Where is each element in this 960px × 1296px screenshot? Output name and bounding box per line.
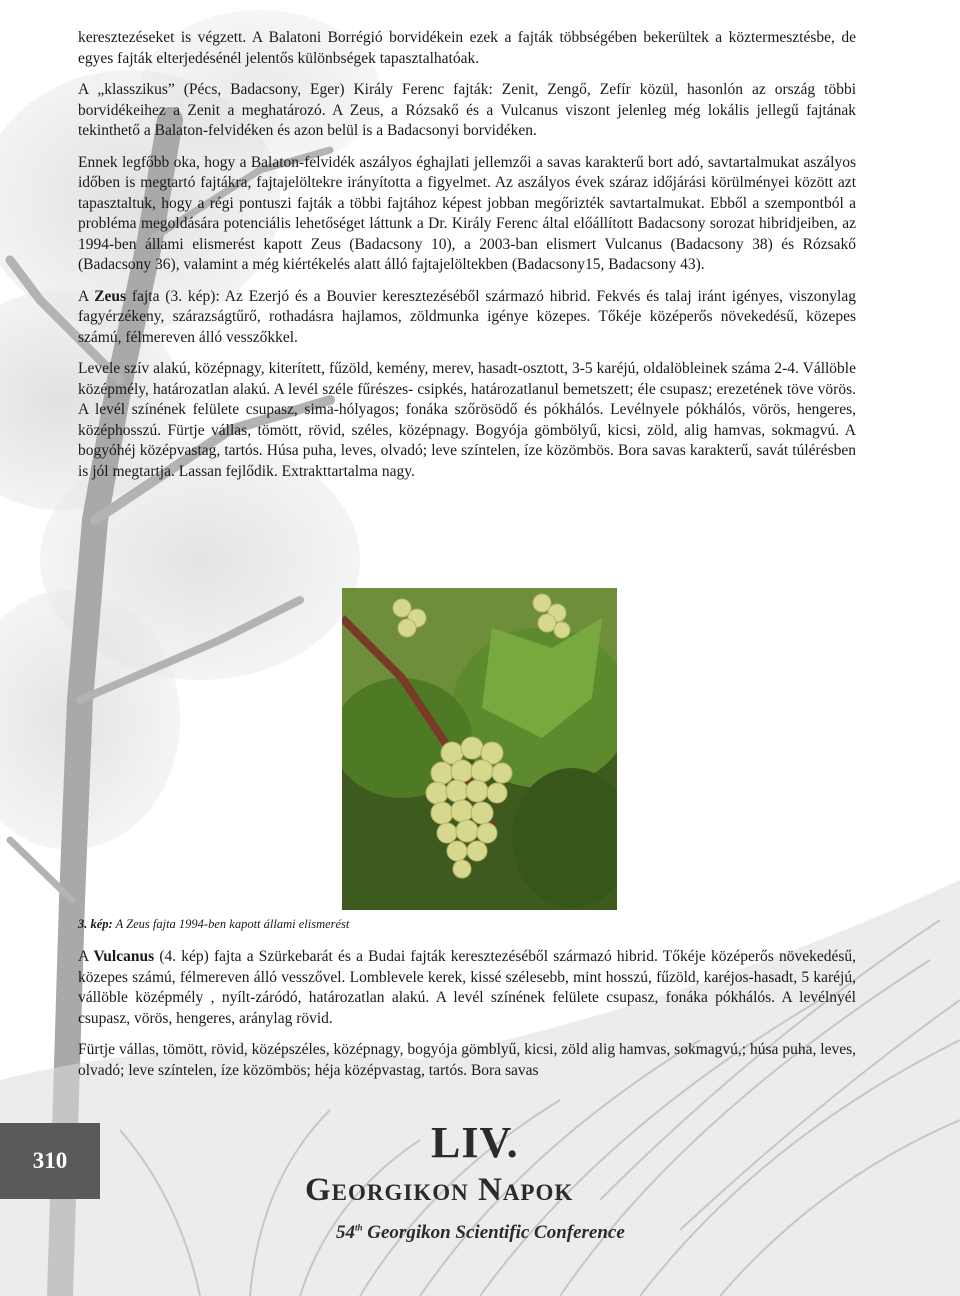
paragraph: A „klasszikus” (Pécs, Badacsony, Eger) Király Ferenc fajták: Zenit, Zengő, Zefír közül, hasonlón az ország többi borvidékeihez a Zenit a meghatározó. A Zeus, a Rózsakő és a Vulcanus viszont jelenleg még lokális jellegű fajtának tekinthető a Balaton-felvidéken és azon belül is a Badacsonyi borvidéken. [78,81,856,139]
conference-edition: LIV. [431,1118,519,1167]
paragraph: Ennek legfőbb oka, hogy a Balaton-felvidék aszályos éghajlati jellemzői a savas karakterű bort adó, savtartalmukat aszályos időben is megtartó fajtákra, fajtajelöltekre irányította a figyelmet. Az aszályos évek száraz időjárási körülményei között azt tapasztaltuk, hogy a régi pontuszi fajták a többi fajtához képest jobban megőrizték savtartalmukat. Ebből a szempontból a probléma megoldására potenciális lehetőséget láttunk a Dr. Király Ferenc által előállított Badacsony sorozat hibridjeiben, az 1994-ben állami elismerést kapott Zeus (Badacsony 10), a 2003-ban elismert Vulcanus (Badacsony 38) és Rózsakő (Badacsony 36), valamint a még kiértékelés alatt álló fajtajelöltekben (Badacsony15, Badacsony 43). [78,153,856,273]
conference-name: Georgikon Napok [305,1172,574,1208]
zeus-grape-photo [342,588,617,910]
vulcanus-description: (4. kép) fajta a Szürkebarát és a Budai fajták keresztezéséből származó hibrid. Tőkéje középerős növekedésű, közepes számú, félmereven álló vesszővel. Lomblevele kerek, kissé szélesebb, mint hosszú, fűzöld, karéjos-hasadt, 5 karéjú, vállöble középmély , nyílt-záródó, határozatlan alakú. A levél színének felülete csupasz, fonáka pókhálós. A levélnyél csupasz, vörös, hengeres, aránylag rövid. [78,948,857,1027]
zeus-prefix: A [78,287,95,305]
body-text-bottom [78,947,856,1092]
paragraph: keresztezéseket is végzett. A Balatoni Borrégió borvidékein ezek a fajták többségében bekerültek a köztermesztésbe, de egyes fajták elterjedésénél jelentős különbségek tapasztalhatóak. [78,29,856,67]
caption-text: A Zeus fajta 1994-ben kapott állami elismerést [112,917,350,931]
conference-ordinal: th [355,1222,363,1233]
body-text-top [78,28,856,493]
vulcanus-prefix: A [78,948,94,965]
figure-caption [78,917,349,932]
conference-subtitle-text: Georgikon Scientific Conference [362,1222,625,1243]
zeus-leaf-paragraph: Levele szív alakú, középnagy, kiterített, fűzöld, kemény, merev, hasadt-osztott, 3-5 karéjú, oldalöbleinek száma 2-4. Vállöble középmély, határozatlan alakú. A levél széle fűrészes- csipkés, határozatlanul bemetszett; éle csupasz; erezetének töve vörös. A levél színének felülete csupasz, sima-hólyagos; fonáka szőrösödő és pókhálós. Levélnyele pókhálós, vörös, hengeres, középhosszú. Fürtje vállas, tömött, rövid, széles, középnagy. Bogyója gömbölyű, kicsi, zöld, alig hamvas, sokmagvú. A bogyóhéj középvastag, tartós. Húsa puha, leves, olvadó; leve színtelen, íze közömbös. Bora savas karakterű, savát túlérésben is jól megtartja. Lassan fejlődik. Extrakttartalma nagy. [78,360,856,480]
conference-subtitle [336,1222,625,1244]
vulcanus-cluster-paragraph: Fürtje vállas, tömött, rövid, középszéles, középnagy, bogyója gömblyű, kicsi, zöld alig hamvas, sokmagvú,; húsa puha, leves, olvadó; leve színtelen, íze közömbös; héja középvastag, tartós. Bora savas [78,1041,856,1079]
page-number-box [0,1123,100,1199]
vulcanus-name: Vulcanus [93,948,155,965]
vulcanus-paragraph [78,947,856,1029]
zeus-name: Zeus [94,287,127,305]
page-number: 310 [32,1148,68,1173]
conference-number: 54 [336,1222,355,1243]
caption-label: 3. kép: [78,917,113,931]
zeus-description: fajta (3. kép): Az Ezerjó és a Bouvier keresztezéséből származó hibrid. Fekvés és talaj iránt igényes, viszonylag fagyérzékeny, szárazságtűrő, rothadásra hajlamos, zöldmunka igénye közepes. Tőkéje középerős növekedésű, közepes számú, félmereven álló vesszőkkel. [78,287,856,346]
zeus-paragraph [78,287,856,349]
